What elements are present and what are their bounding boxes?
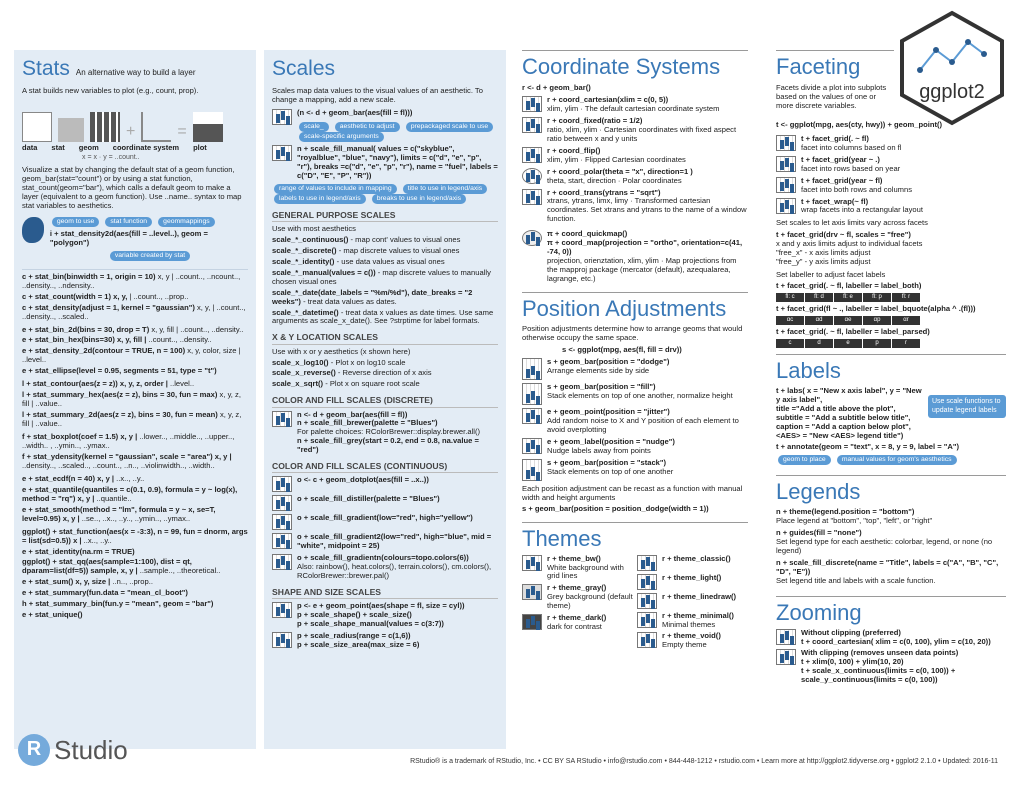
theme-classic-icon <box>637 555 657 571</box>
scatter-icon <box>272 632 292 648</box>
facet-wrap-icon <box>776 198 796 214</box>
stat-line: e + stat_sum() x, y, size | ..n.., ..prop.. <box>22 577 153 587</box>
scales-panel: Scales Scales map data values to the visual values of an aesthetic. To change a mapping, add a new scale. (n <- d + geom_bar(aes(fill = fl))) scale_ aesthetic to adjust prepackaged scale to use scale-specific arguments n + scale_fill_manual( values = c("skyblue", "royalblue", "blue", "navy"), limits = c("d", "e", "p", "r"), breaks =c("d", "e", "p", "r"), name = "fuel", labels = c("D", "E", "P", "R")) range of values to include in mapping title to use in legend/axis labels to use in legend/axis breaks to use in legend/axis GENERAL PURPOSE SCALES Use with most aesthetics scale_*_continuous() - map cont' values to visual ones scale_*_discrete() - map discrete values to visual ones scale_*_identity() - use data values as visual ones scale_*_manual(values = c()) - map discrete values to manually chosen visual ones scale_*_date(date_labels = "%m/%d"), date_breaks = "2 weeks") - treat data values as dates. scale_*_datetime() - treat data x values as date times. Use same arguments as scale_x_date(). See ?strptime for label formats. X & Y LOCATION SCALES Use with x or y aesthetics (x shown here) scale_x_log10() - Plot x on log10 scale scale_x_reverse() - Reverse direction of x axis scale_x_sqrt() - Plot x on square root scale COLOR AND FILL SCALES (DISCRETE) n <- d + geom_bar(aes(fill = fl)) n + scale_fill_brewer(palette = "Blues") For palette choices: RColorBrewer::display.brewer.all() n + scale_fill_grey(start = 0.2, end = 0.8, na.value = "red") COLOR AND FILL SCALES (CONTINUOUS) o <- c + geom_dotplot(aes(fill = ..x..)) o + scale_fill_distiller(palette = "Blues") o + scale_fill_gradient(low="red", high="yellow") o + scale_fill_gradient2(low="red", high="blue", mid = "white", midpoint = 25) o + scale_fill_gradientn(colours=topo.colors(6)) Also: rainbow(), heat.colors(), terrain.colors(), cm.colors(), RColorBrewer::brewer.pal() SHAPE AND SIZE SCALES p <- e + geom_point(aes(shape = fl, size = cyl)) p + scale_shape() + scale_size() p + scale_shape_manual(values = c(3:7)) p + scale_radius(range = c(1,6)) p + scale_size_area(max_size = 6) <box>264 50 506 749</box>
scales-intro: Scales map data values to the visual values of an aesthetic. To change a mapping, add a new scale. <box>272 86 483 104</box>
xy-head: X & Y LOCATION SCALES <box>272 332 498 344</box>
flipped-bar-icon <box>522 147 542 163</box>
scale-line: scale_*_datetime() - treat data x values as date times. Use same arguments as scale_x_date(). See ?strptime for label formats. <box>272 307 494 326</box>
theme-minimal-icon <box>637 612 657 628</box>
zoom-plot-icon <box>776 629 796 645</box>
fill-bar-icon <box>522 383 542 405</box>
pill-variable-created: variable created by stat <box>110 251 190 261</box>
stats-function-list <box>22 269 248 620</box>
stat-line: l + stat_summary_2d(aes(z = z), bins = 30, fun = mean) x, y, z, fill | ..value.. <box>22 410 242 429</box>
dotplot-icon <box>272 495 292 511</box>
legend-labels-note: Use scale functions to update legend labels <box>928 395 1006 418</box>
coords-title: Coordinate Systems <box>522 54 721 79</box>
ss-head: SHAPE AND SIZE SCALES <box>272 587 498 599</box>
scatter-icon <box>272 602 292 618</box>
stat-line: e + stat_bin_2d(bins = 30, drop = T) x, y, fill | ..count.., ..density.. <box>22 324 244 334</box>
scales-title: Scales <box>272 57 336 80</box>
scale-line: scale_*_identity() - use data values as visual ones <box>272 256 445 266</box>
theme-gray-icon <box>522 584 542 600</box>
stats-panel <box>14 50 256 749</box>
facet-grid-icon <box>776 177 796 193</box>
label-icon <box>522 438 542 454</box>
zoom-plot-icon <box>776 649 796 665</box>
cd-head: COLOR AND FILL SCALES (DISCRETE) <box>272 395 498 407</box>
facet-columns-icon <box>776 135 796 151</box>
scale-line: scale_x_log10() - Plot x on log10 scale <box>272 357 406 367</box>
stat-line: e + stat_bin_hex(bins=30) x, y, fill | ..count.., ..density.. <box>22 335 212 345</box>
stats-example: i + stat_density2d(aes(fill = ..level..), geom = "polygon") <box>49 228 208 247</box>
stat-line: e + stat_smooth(method = "lm", formula = y ~ x, se=T, level=0.95) x, y | ..se.., ..x.., ..y.., ..ymin.., ..ymax.. <box>22 504 216 523</box>
stat-line: e + stat_quantile(quantiles = c(0.1, 0.9), formula = y ~ log(x), method = "rq") x, y | ..quantile.. <box>22 484 238 503</box>
stat-line: h + stat_summary_bin(fun.y = "mean", geom = "bar") <box>22 599 214 609</box>
legends-title: Legends <box>776 478 861 504</box>
stats-text: Visualize a stat by changing the default stat of a geom function, geom_bar(stat="count") or by using a stat function, stat_count(geom="bar"), which calls a default geom to make a layer (equivalent to a geom function). Use ..name.. syntax to map stat variables to aesthetics. <box>22 165 242 210</box>
scale-line: scale_*_discrete() - map discrete values to visual ones <box>272 245 460 255</box>
stat-line: c + stat_bin(binwidth = 1, origin = 10) x, y | ..count.., ..ncount.., ..density.., ..ndensity.. <box>22 271 241 290</box>
facet-strip-both: fl: c fl: d fl: e fl: p fl: r <box>776 292 1006 302</box>
stats-example-block <box>22 217 248 261</box>
hex-logo-text: ggplot2 <box>919 81 985 103</box>
bar-chart-icon <box>522 96 542 112</box>
faceting-panel: Faceting Facets divide a plot into subplots based on the values of one or more discrete variables. t <- ggplot(mpg, aes(cty, hwy)) + geom_point() t + facet_grid(. ~ fl) facet into columns based on fl t + facet_grid(year ~ .) facet into rows based on year t + facet_grid(year ~ fl) facet into both rows and columns t + facet_wrap(~ fl) wrap facets into a rectangular layout Set scales to let axis limits vary across facets t + facet_grid(drv ~ fl, scales = "free") x and y axis limits adjust to individual facets "free_x" - x axis limits adjust "free_y" - y axis limits adjust Set labeller to adjust facet labels t + facet_grid(. ~ fl, labeller = label_both) fl: c fl: d fl: e fl: p fl: r t + facet_grid(fl ~ ., labeller = label_bquote(alpha ^ .(fl))) αc αd αe αp αr t + facet_grid(. ~ fl, labeller = label_parsed) c d e p r Labels t + labs( x = "New x axis label", y = "New y axis label", title ="Add a title above the plot", subtitle = "Add a subtitle below title", caption = "Add a caption below plot", <AES> = "New <AES> legend title") Use scale functions to update legend labels t + annotate(geom = "text", x = 8, y = 9, label = "A") geom to place manual values for geom's aesthetics Legends n + theme(legend.position = "bottom") Place legend at "bottom", "top", "left", or "right" n + guides(fill = "none") Set legend type for each aesthetic: colorbar, legend, or none (no legend) n + scale_fill_discrete(name = "Title", labels = c("A", "B", "C", "D", "E")) Set legend title and labels with a scale function. Zooming Without clipping (preferred) t + coord_cartesian( xlim = c(0, 100), ylim = c(10, 20)) With clipping (removes unseen data points) t + xlim(0, 100) + ylim(10, 20) t + scale_x_continuous(limits = c(0, 100)) + scale_y_continuous(limits = c(0, 100)) <box>776 50 1006 749</box>
theme-linedraw-icon <box>637 593 657 609</box>
footer-text: RStudio® is a trademark of RStudio, Inc. • CC BY SA RStudio • info@rstudio.com • 844-448-1212 • rstudio.com • Learn more at http://ggplot2.tidyverse.org • ggplot2 2.1.0 • Updated: 2016-11 <box>410 758 998 765</box>
theme-bw-icon <box>522 555 542 571</box>
dotplot-icon <box>272 514 292 530</box>
stat-line: c + stat_density(adjust = 1, kernel = "gaussian") x, y, | ..count.., ..density.., ..scaled.. <box>22 302 246 321</box>
stats-intro: A stat builds new variables to plot (e.g., count, prop). <box>22 86 199 95</box>
facet-strip-bquote: αc αd αe αp αr <box>776 315 1006 325</box>
labels-title: Labels <box>776 358 841 384</box>
stat-line: ggplot() + stat_qq(aes(sample=1:100), dist = qt, dparam=list(df=5)) sample, x, y | ..sample.., ..theoretical.. <box>22 557 221 576</box>
dotplot-icon <box>272 554 292 570</box>
stack-bar-icon <box>522 459 542 481</box>
polar-icon <box>522 168 542 184</box>
stat-line: c + stat_count(width = 1) x, y, | ..count.., ..prop.. <box>22 291 189 301</box>
scales-example2: n + scale_fill_manual( values = c("skyblue", "royalblue", "blue", "navy"), limits = c("d", "e", "p", "r"), breaks =c("d", "e", "p", "r"), name = "fuel", labels = c("D", "E", "P", "R")) <box>297 143 498 180</box>
stat-line: f + stat_boxplot(coef = 1.5) x, y | ..lower.., ..middle.., ..upper.., ..width.. , ..ymin.., ..ymax.. <box>22 432 235 450</box>
stats-diagram: + = <box>22 102 248 142</box>
scale-line: scale_x_sqrt() - Plot x on square root scale <box>272 379 420 389</box>
stat-line: e + stat_unique() <box>22 610 83 620</box>
cc-head: COLOR AND FILL SCALES (CONTINUOUS) <box>272 461 498 473</box>
theme-dark-icon <box>522 614 542 630</box>
stat-line: ggplot() + stat_function(aes(x = -3:3), n = 99, fun = dnorm, args = list(sd=0.5)) x | ..x.., ..y.. <box>22 526 248 545</box>
coords-panel: Coordinate Systems r <- d + geom_bar() r + coord_cartesian(xlim = c(0, 5)) xlim, ylim · The default cartesian coordinate system r + coord_fixed(ratio = 1/2) ratio, xlim, ylim · Cartesian coordinates with fixed aspect ratio between x and y units r + coord_flip() xlim, ylim · Flipped Cartesian coordinates r + coord_polar(theta = "x", direction=1 ) theta, start, direction · Polar coordinates r + coord_trans(ytrans = "sqrt") xtrans, ytrans, limx, limy · Transformed cartesian coordinates. Set xtrans and ytrans to the name of a window function. π + coord_quickmap() π + coord_map(projection = "ortho", orientation=c(41, -74, 0)) projection, orienztation, xlim, ylim · Map projections from the mapproj package (mercator (default), azequalarea, lagrange, etc.) Position Adjustments Position adjustments determine how to arrange geoms that would otherwise occupy the same space. s <- ggplot(mpg, aes(fl, fill = drv)) s + geom_bar(position = "dodge") Arrange elements side by side s + geom_bar(position = "fill") Stack elements on top of one another, normalize height e + geom_point(position = "jitter") Add random noise to X and Y position of each element to avoid overplotting e + geom_label(position = "nudge") Nudge labels away from points s + geom_bar(position = "stack") Stack elements on top of one another Each position adjustment can be recast as a function with manual width and height arguments s + geom_bar(position = position_dodge(width = 1)) Themes r + theme_bw() White background with grid lines r + theme_gray() Grey background (default theme) r + theme_dark() dark for contrast r + theme_classic() r + theme_light() r + theme_linedraw() r + theme_minimal() Minimal themes r + theme_void() Empty theme <box>522 50 748 749</box>
position-title: Position Adjustments <box>522 296 727 322</box>
geom-caption: x = x · y = ..count.. <box>82 153 140 161</box>
stat-line: l + stat_contour(aes(z = z)) x, y, z, order | ..level.. <box>22 379 195 389</box>
scale-line: scale_*_manual(values = c()) - map discrete values to manually chosen visual ones <box>272 267 491 286</box>
stats-subtitle: An alternative way to build a layer <box>75 68 196 77</box>
gp-head: GENERAL PURPOSE SCALES <box>272 210 498 222</box>
pill-geom-to-use: geom to use <box>52 217 99 227</box>
stat-line: f + stat_ydensity(kernel = "gaussian", scale = "area") x, y | ..density.., ..scaled.., ..count.., ..n.., ..violinwidth.., ..width.. <box>22 451 232 470</box>
bar-chart-icon <box>272 109 292 125</box>
scale-line: scale_x_reverse() - Reverse direction of x axis <box>272 368 432 378</box>
theme-void-icon <box>637 632 657 648</box>
theme-light-icon <box>637 574 657 590</box>
stat-line: e + stat_identity(na.rm = TRUE) <box>22 546 135 556</box>
scale-line: scale_*_continuous() - map cont' values to visual ones <box>272 234 461 244</box>
bar-chart-icon <box>272 411 292 427</box>
scales-example1: (n <- d + geom_bar(aes(fill = fl))) <box>297 107 413 117</box>
stat-line: e + stat_density_2d(contour = TRUE, n = 100) x, y, color, size | ..level.. <box>22 346 241 365</box>
dodge-bar-icon <box>522 358 542 380</box>
facet-rows-icon <box>776 156 796 172</box>
stat-line: l + stat_summary_hex(aes(z = z), bins = 30, fun = max) x, y, z, fill | ..value.. <box>22 390 241 409</box>
pill-geommappings: geommappings <box>158 217 214 227</box>
jitter-icon <box>522 408 542 424</box>
globe-map-icon <box>522 230 542 246</box>
rstudio-logo: R Studio <box>18 734 128 766</box>
stat-line: e + stat_ecdf(n = 40) x, y | ..x.., ..y.. <box>22 473 145 483</box>
stat-line: e + stat_ellipse(level = 0.95, segments = 51, type = "t") <box>22 366 217 376</box>
faceting-title: Faceting <box>776 54 861 79</box>
stats-title: Stats <box>22 57 70 80</box>
dotplot-icon <box>272 476 292 492</box>
bar-chart-icon <box>522 189 542 205</box>
stats-diagram-labels: data stat geom coordinate system plot <box>22 142 207 152</box>
themes-title: Themes <box>522 525 602 551</box>
pill-stat-function: stat function <box>105 217 152 227</box>
dotplot-icon <box>272 533 292 549</box>
scale-line: scale_*_date(date_labels = "%m/%d"), date_breaks = "2 weeks") - treat data values as dates. <box>272 287 473 306</box>
stat-line: e + stat_summary(fun.data = "mean_cl_boot") <box>22 588 188 598</box>
bar-chart-icon <box>522 117 542 133</box>
zooming-title: Zooming <box>776 599 862 625</box>
facet-strip-parsed: c d e p r <box>776 338 1006 348</box>
bar-chart-icon <box>272 145 292 161</box>
